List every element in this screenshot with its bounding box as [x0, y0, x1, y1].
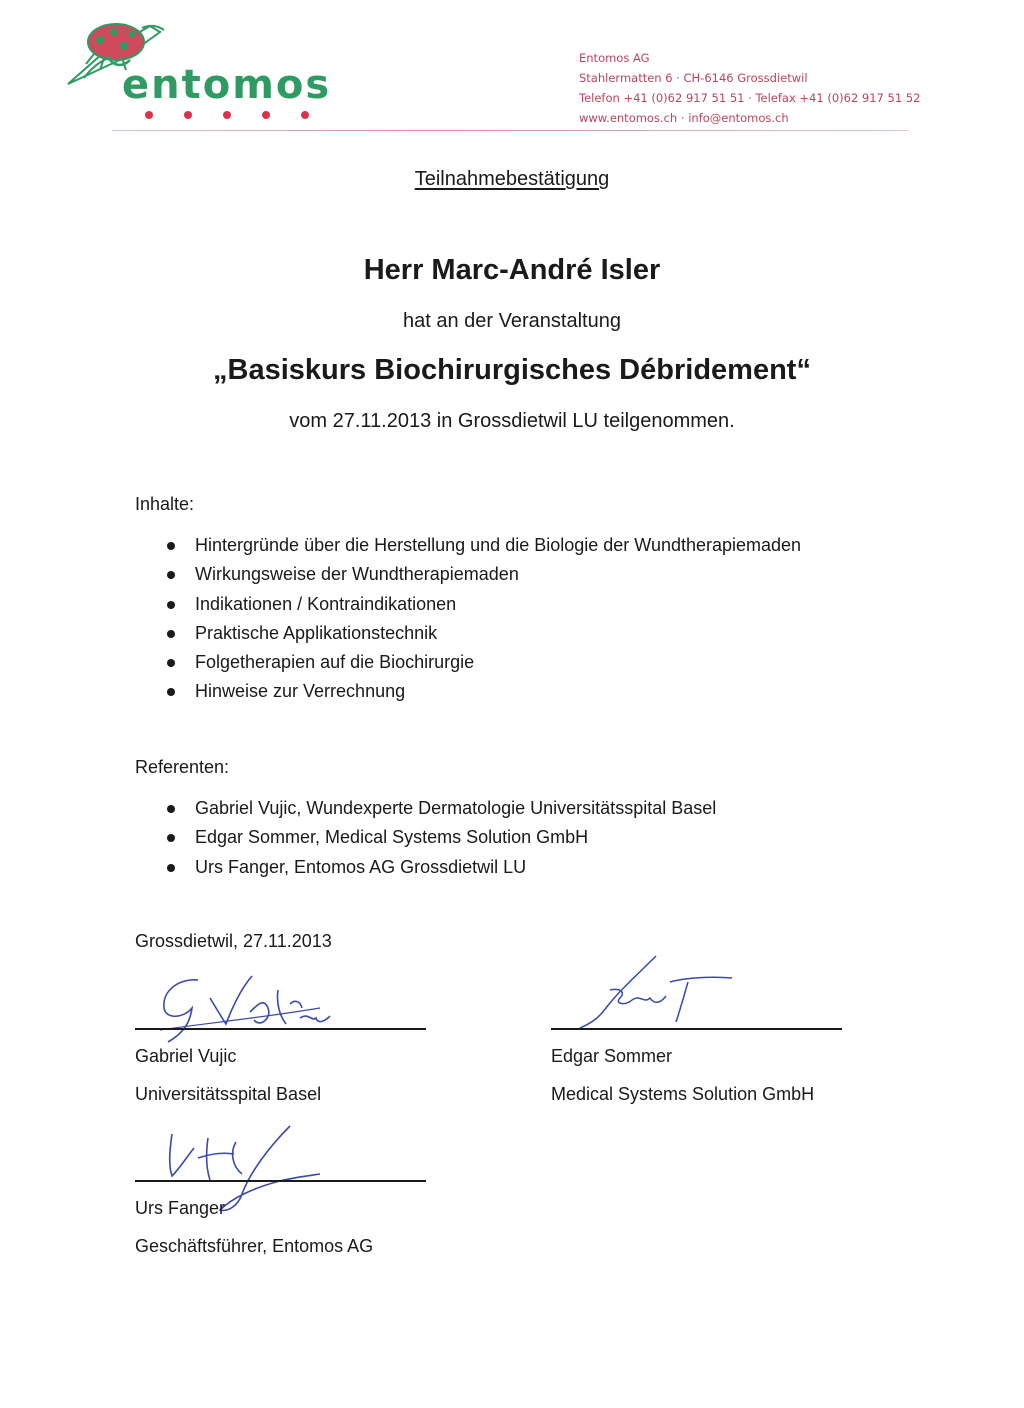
speakers-list [166, 794, 716, 882]
course-title: „Basiskurs Biochirurgisches Débridement“ [213, 354, 811, 386]
company-phone-fax: Telefon +41 (0)62 917 51 51 · Telefax +41 (0)62 917 51 52 [579, 91, 921, 105]
signer-role-sommer: Medical Systems Solution GmbH [551, 1084, 815, 1104]
company-address: Stahlermatten 6 · CH-6146 Grossdietwil [579, 71, 808, 85]
list-item: Hintergründe über die Herstellung und die Biologie der Wundtherapiemaden [166, 531, 801, 560]
intro-text: hat an der Veranstaltung [403, 310, 621, 332]
signer-role-fanger: Geschäftsführer, Entomos AG [135, 1236, 374, 1256]
company-name: Entomos AG [579, 51, 650, 65]
company-web-email: www.entomos.ch · info@entomos.ch [579, 111, 789, 125]
list-item: Gabriel Vujic, Wundexperte Dermatologie Universitätsspital Basel [166, 794, 716, 823]
logo-dots [145, 111, 309, 119]
list-item: Urs Fanger, Entomos AG Grossdietwil LU [166, 853, 716, 882]
recipient-name: Herr Marc-André Isler [363, 254, 661, 286]
list-item: Wirkungsweise der Wundtherapiemaden [166, 560, 801, 589]
list-item: Hinweise zur Verrechnung [166, 677, 801, 706]
signature-sommer [570, 952, 740, 1032]
list-item: Praktische Applikationstechnik [166, 619, 801, 648]
list-item: Edgar Sommer, Medical Systems Solution GmbH [166, 823, 716, 852]
list-item: Folgetherapien auf die Biochirurgie [166, 648, 801, 677]
contents-label: Inhalte: [135, 494, 195, 514]
signature-vujic [140, 968, 340, 1048]
event-date-line: vom 27.11.2013 in Grossdietwil LU teilgenommen. [289, 410, 735, 432]
entomos-logo [64, 14, 344, 124]
list-item: Indikationen / Kontraindikationen [166, 590, 801, 619]
signature-line-vujic [135, 1028, 426, 1030]
contents-list [166, 531, 801, 707]
place-and-date: Grossdietwil, 27.11.2013 [135, 931, 332, 951]
signer-name-fanger: Urs Fanger [135, 1198, 226, 1218]
signer-name-sommer: Edgar Sommer [551, 1046, 673, 1066]
signature-line-fanger [135, 1180, 426, 1182]
logo-wordmark: entomos [122, 62, 332, 108]
header-divider [112, 130, 908, 131]
signature-line-sommer [551, 1028, 842, 1030]
speakers-label: Referenten: [135, 757, 230, 777]
company-address-block [579, 48, 920, 128]
document-title: Teilnahmebestätigung [414, 168, 610, 190]
signer-role-vujic: Universitätsspital Basel [135, 1084, 322, 1104]
signer-name-vujic: Gabriel Vujic [135, 1046, 237, 1066]
